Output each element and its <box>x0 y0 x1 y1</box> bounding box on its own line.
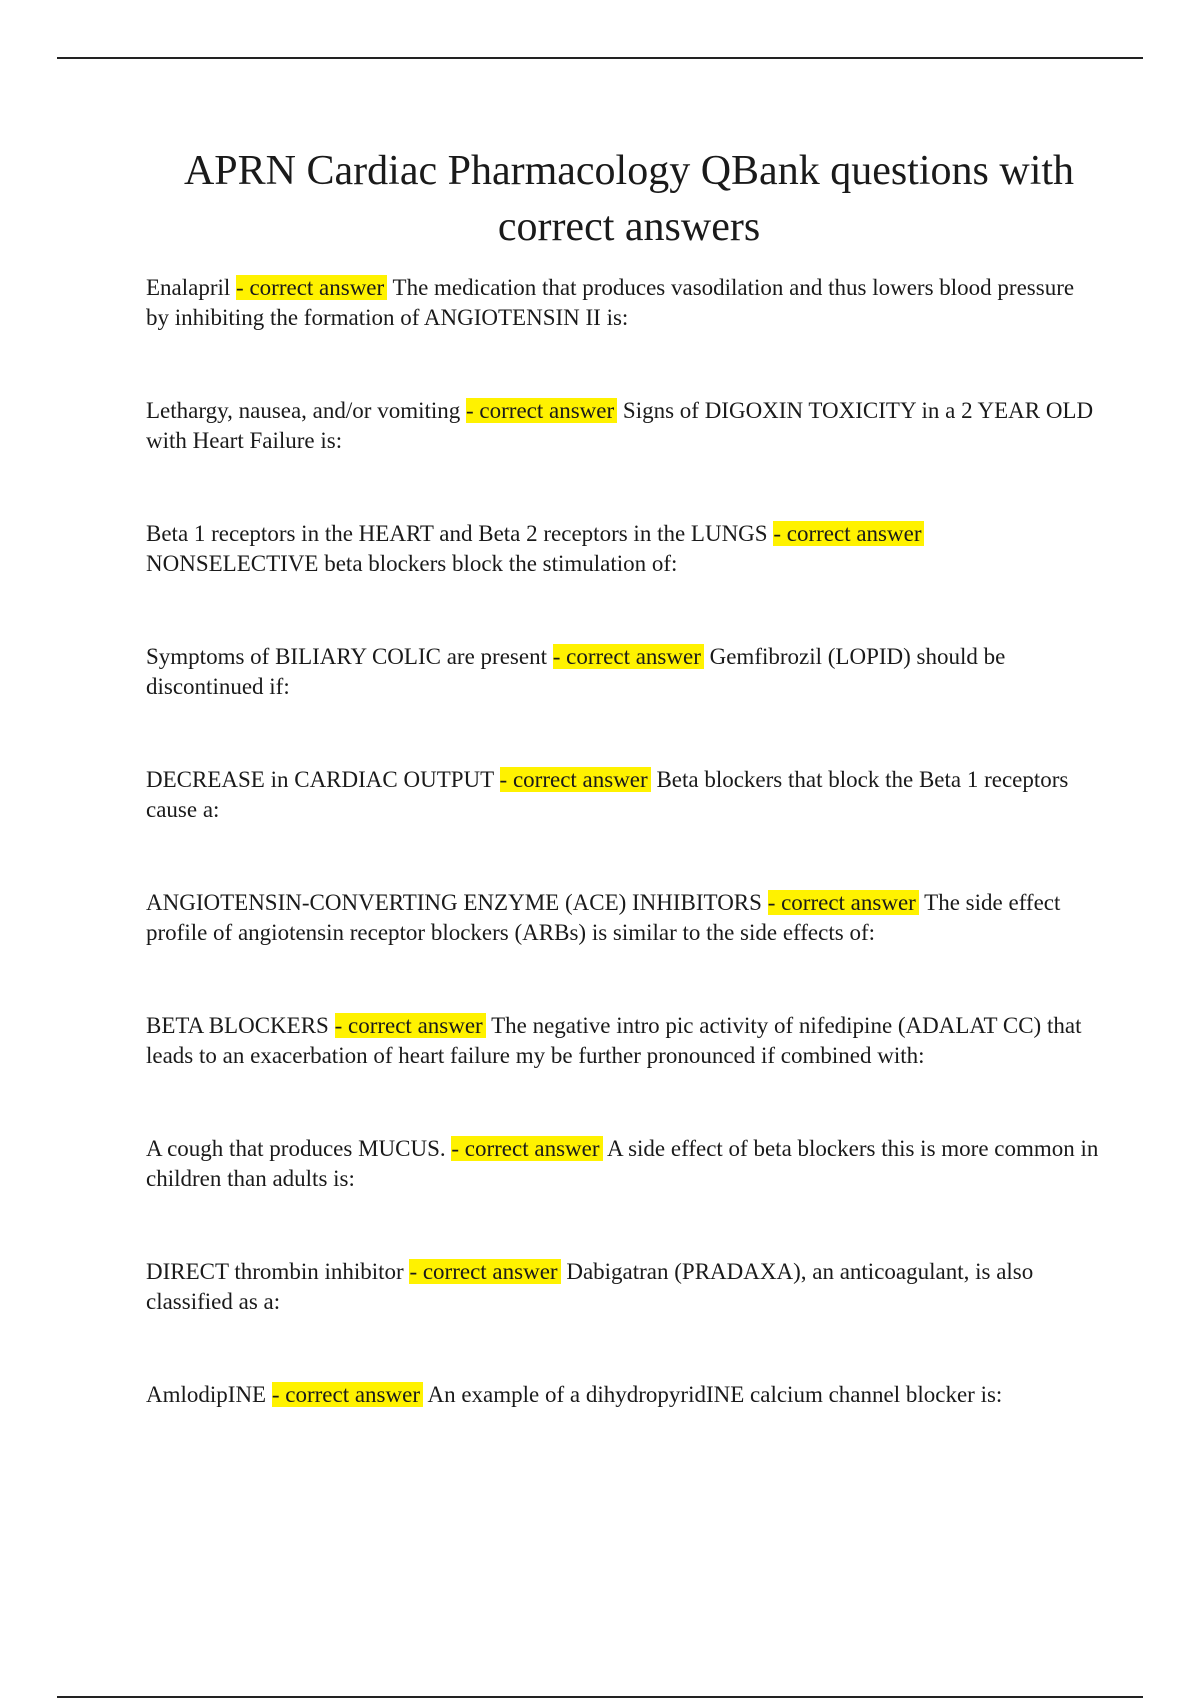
qa-item-2 <box>146 396 1100 519</box>
qa-item-5 <box>146 765 1100 888</box>
document-body <box>146 143 1100 1503</box>
qa-question: Signs of DIGOXIN TOXICITY in a 2 YEAR OLD with Heart Failure is: <box>146 398 1094 453</box>
qa-answer: DIRECT thrombin inhibitor <box>146 1259 404 1284</box>
qa-answer: DECREASE in CARDIAC OUTPUT <box>146 767 494 792</box>
correct-answer-highlight: - correct answer <box>272 1382 423 1407</box>
qa-question: The side effect profile of angiotensin receptor blockers (ARBs) is similar to the side effects of: <box>146 890 1061 945</box>
qa-item-8 <box>146 1134 1100 1257</box>
correct-answer-highlight: - correct answer <box>451 1136 602 1161</box>
correct-answer-highlight: - correct answer <box>773 521 924 546</box>
qa-question: The negative intro pic activity of nifedipine (ADALAT CC) that leads to an exacerbation of heart failure my be further pronounced if combined with: <box>146 1013 1082 1068</box>
qa-question: An example of a dihydropyridINE calcium channel blocker is: <box>427 1382 1003 1407</box>
correct-answer-highlight: - correct answer <box>236 275 387 300</box>
qa-question: A side effect of beta blockers this is more common in children than adults is: <box>146 1136 1099 1191</box>
correct-answer-highlight: - correct answer <box>768 890 919 915</box>
qa-question: The medication that produces vasodilation and thus lowers blood pressure by inhibiting the formation of ANGIOTENSIN II is: <box>146 275 1075 330</box>
qa-item-9 <box>146 1257 1100 1380</box>
qa-answer: Enalapril <box>146 275 231 300</box>
qa-item-10 <box>146 1380 1100 1503</box>
correct-answer-highlight: - correct answer <box>466 398 617 423</box>
qa-answer: Beta 1 receptors in the HEART and Beta 2 receptors in the LUNGS <box>146 521 768 546</box>
qa-list <box>146 273 1100 1503</box>
top-rule <box>57 57 1143 59</box>
correct-answer-highlight: - correct answer <box>409 1259 560 1284</box>
qa-question: Gemfibrozil (LOPID) should be discontinued if: <box>146 644 1006 699</box>
qa-answer: BETA BLOCKERS <box>146 1013 329 1038</box>
qa-answer: Lethargy, nausea, and/or vomiting <box>146 398 461 423</box>
qa-answer: A cough that produces MUCUS. <box>146 1136 446 1161</box>
qa-question: NONSELECTIVE beta blockers block the stimulation of: <box>146 551 678 576</box>
qa-item-4 <box>146 642 1100 765</box>
qa-item-1 <box>146 273 1100 396</box>
qa-question: Dabigatran (PRADAXA), an anticoagulant, is also classified as a: <box>146 1259 1034 1314</box>
correct-answer-highlight: - correct answer <box>335 1013 486 1038</box>
correct-answer-highlight: - correct answer <box>500 767 651 792</box>
qa-answer: AmlodipINE <box>146 1382 267 1407</box>
qa-answer: Symptoms of BILIARY COLIC are present <box>146 644 547 669</box>
bottom-rule <box>57 1696 1143 1698</box>
qa-item-7 <box>146 1011 1100 1134</box>
qa-answer: ANGIOTENSIN-CONVERTING ENZYME (ACE) INHIBITORS <box>146 890 762 915</box>
correct-answer-highlight: - correct answer <box>553 644 704 669</box>
qa-question: Beta blockers that block the Beta 1 receptors cause a: <box>146 767 1069 822</box>
document-title: APRN Cardiac Pharmacology QBank questions with correct answers <box>183 148 1075 250</box>
qa-item-6 <box>146 888 1100 1011</box>
qa-item-3 <box>146 519 1100 642</box>
